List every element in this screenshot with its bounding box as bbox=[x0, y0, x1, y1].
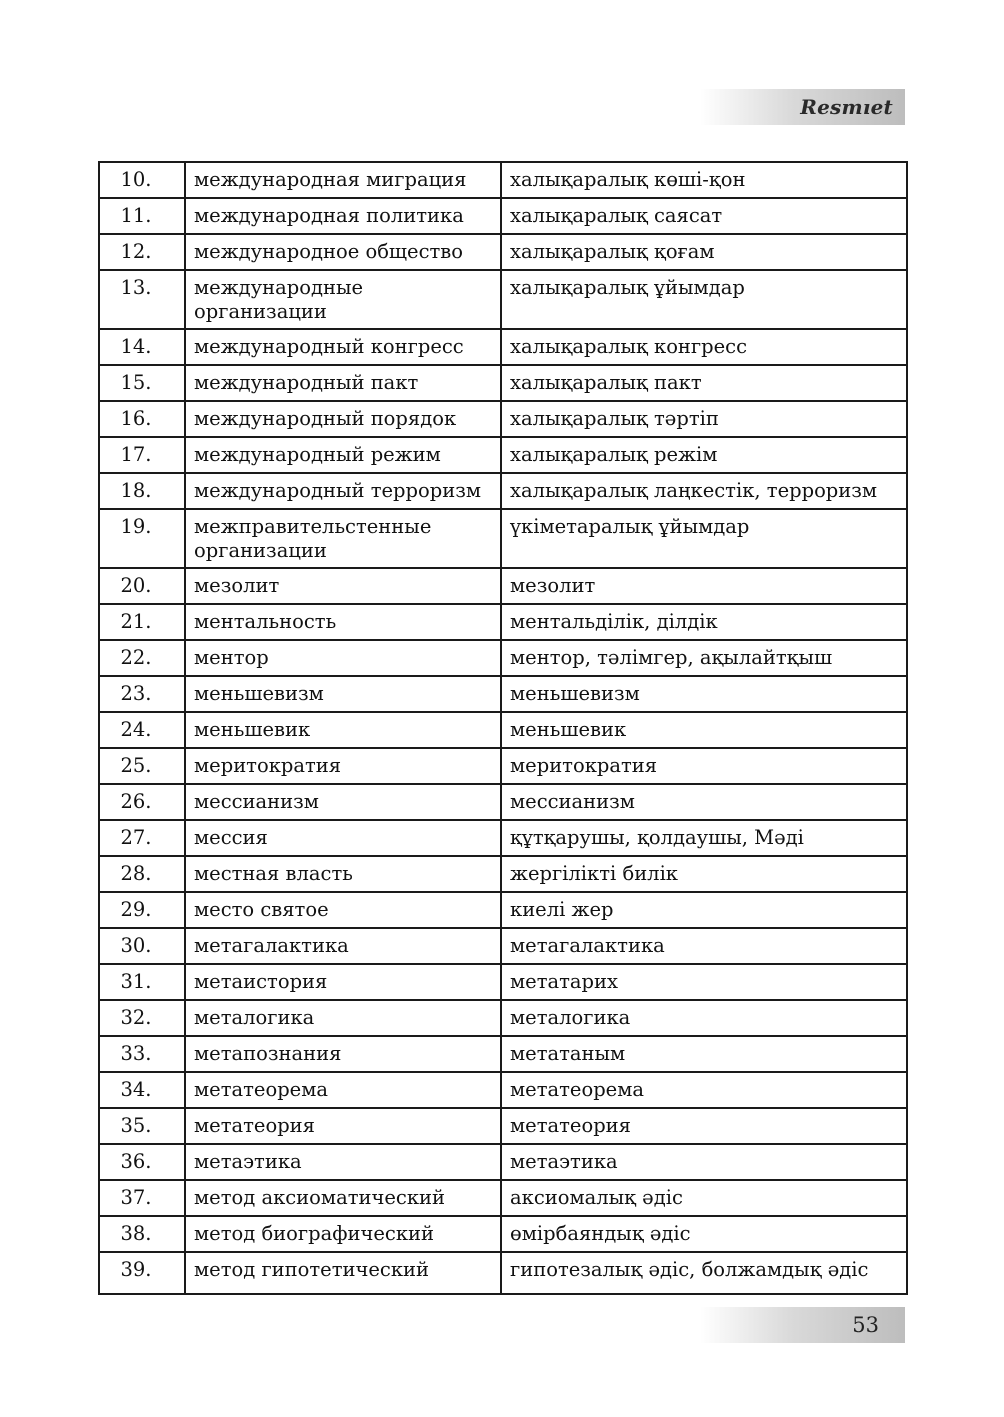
kazakh-term: метатеорема bbox=[501, 1072, 907, 1108]
row-number: 24. bbox=[99, 712, 185, 748]
table-row bbox=[99, 568, 907, 604]
table-row bbox=[99, 437, 907, 473]
russian-term: мессианизм bbox=[185, 784, 501, 820]
row-number: 36. bbox=[99, 1144, 185, 1180]
russian-term: метаистория bbox=[185, 964, 501, 1000]
russian-term: ментор bbox=[185, 640, 501, 676]
table-row bbox=[99, 329, 907, 365]
kazakh-term: халықаралық пакт bbox=[501, 365, 907, 401]
table-row bbox=[99, 892, 907, 928]
row-number: 21. bbox=[99, 604, 185, 640]
row-number: 14. bbox=[99, 329, 185, 365]
row-number: 31. bbox=[99, 964, 185, 1000]
row-number: 32. bbox=[99, 1000, 185, 1036]
table-row bbox=[99, 1180, 907, 1216]
russian-term: метапознания bbox=[185, 1036, 501, 1072]
row-number: 29. bbox=[99, 892, 185, 928]
russian-term: метатеория bbox=[185, 1108, 501, 1144]
russian-term: международный терроризм bbox=[185, 473, 501, 509]
running-header bbox=[700, 89, 905, 125]
kazakh-term: халықаралық режім bbox=[501, 437, 907, 473]
russian-term: международный пакт bbox=[185, 365, 501, 401]
row-number: 33. bbox=[99, 1036, 185, 1072]
kazakh-term: халықаралық конгресс bbox=[501, 329, 907, 365]
kazakh-term: құтқарушы, қолдаушы, Мәді bbox=[501, 820, 907, 856]
row-number: 25. bbox=[99, 748, 185, 784]
table-row bbox=[99, 784, 907, 820]
kazakh-term: халықаралық тәртіп bbox=[501, 401, 907, 437]
row-number: 22. bbox=[99, 640, 185, 676]
russian-term: метод аксиоматический bbox=[185, 1180, 501, 1216]
russian-term: меритократия bbox=[185, 748, 501, 784]
row-number: 23. bbox=[99, 676, 185, 712]
russian-term: метод биографический bbox=[185, 1216, 501, 1252]
kazakh-term: жергілікті билік bbox=[501, 856, 907, 892]
glossary-table bbox=[98, 161, 908, 1295]
row-number: 28. bbox=[99, 856, 185, 892]
russian-term: международные организации bbox=[185, 270, 501, 329]
table-row bbox=[99, 198, 907, 234]
kazakh-term: киелі жер bbox=[501, 892, 907, 928]
kazakh-term: метатеория bbox=[501, 1108, 907, 1144]
russian-term: меньшевизм bbox=[185, 676, 501, 712]
table-row bbox=[99, 1000, 907, 1036]
kazakh-term: метагалактика bbox=[501, 928, 907, 964]
kazakh-term: мезолит bbox=[501, 568, 907, 604]
table-row bbox=[99, 473, 907, 509]
row-number: 26. bbox=[99, 784, 185, 820]
page-number: 53 bbox=[852, 1313, 879, 1337]
row-number: 13. bbox=[99, 270, 185, 329]
russian-term: местная власть bbox=[185, 856, 501, 892]
row-number: 19. bbox=[99, 509, 185, 568]
table-row bbox=[99, 1108, 907, 1144]
russian-term: ментальность bbox=[185, 604, 501, 640]
kazakh-term: халықаралық ұйымдар bbox=[501, 270, 907, 329]
table-row bbox=[99, 401, 907, 437]
table-row bbox=[99, 234, 907, 270]
kazakh-term: ментор, тәлімгер, ақылайтқыш bbox=[501, 640, 907, 676]
russian-term: международное общество bbox=[185, 234, 501, 270]
kazakh-term: халықаралық көші-қон bbox=[501, 162, 907, 198]
kazakh-term: метатарих bbox=[501, 964, 907, 1000]
kazakh-term: меритократия bbox=[501, 748, 907, 784]
table-row bbox=[99, 1072, 907, 1108]
russian-term: международный порядок bbox=[185, 401, 501, 437]
row-number: 17. bbox=[99, 437, 185, 473]
glossary-table-body bbox=[99, 162, 907, 1294]
header-title: Resmıet bbox=[800, 95, 893, 119]
row-number: 39. bbox=[99, 1252, 185, 1294]
kazakh-term: метатаным bbox=[501, 1036, 907, 1072]
table-row bbox=[99, 820, 907, 856]
russian-term: металогика bbox=[185, 1000, 501, 1036]
table-row bbox=[99, 1252, 907, 1294]
table-row bbox=[99, 1036, 907, 1072]
kazakh-term: халықаралық саясат bbox=[501, 198, 907, 234]
kazakh-term: меньшевизм bbox=[501, 676, 907, 712]
kazakh-term: өмірбаяндық әдіс bbox=[501, 1216, 907, 1252]
russian-term: мезолит bbox=[185, 568, 501, 604]
kazakh-term: ментальділік, ділдік bbox=[501, 604, 907, 640]
row-number: 18. bbox=[99, 473, 185, 509]
row-number: 12. bbox=[99, 234, 185, 270]
table-row bbox=[99, 1144, 907, 1180]
table-row bbox=[99, 964, 907, 1000]
russian-term: метод гипотетический bbox=[185, 1252, 501, 1294]
table-row bbox=[99, 928, 907, 964]
table-row bbox=[99, 509, 907, 568]
running-footer bbox=[700, 1307, 905, 1343]
row-number: 38. bbox=[99, 1216, 185, 1252]
row-number: 10. bbox=[99, 162, 185, 198]
russian-term: международный режим bbox=[185, 437, 501, 473]
table-row bbox=[99, 640, 907, 676]
kazakh-term: үкіметаралық ұйымдар bbox=[501, 509, 907, 568]
kazakh-term: гипотезалық әдіс, болжамдық әдіс bbox=[501, 1252, 907, 1294]
kazakh-term: меньшевик bbox=[501, 712, 907, 748]
russian-term: метагалактика bbox=[185, 928, 501, 964]
table-row bbox=[99, 270, 907, 329]
russian-term: международный конгресс bbox=[185, 329, 501, 365]
russian-term: мессия bbox=[185, 820, 501, 856]
kazakh-term: халықаралық қоғам bbox=[501, 234, 907, 270]
row-number: 16. bbox=[99, 401, 185, 437]
russian-term: место святое bbox=[185, 892, 501, 928]
table-row bbox=[99, 676, 907, 712]
table-row bbox=[99, 162, 907, 198]
table-row bbox=[99, 604, 907, 640]
row-number: 11. bbox=[99, 198, 185, 234]
row-number: 30. bbox=[99, 928, 185, 964]
russian-term: межправительстенные организации bbox=[185, 509, 501, 568]
row-number: 27. bbox=[99, 820, 185, 856]
row-number: 35. bbox=[99, 1108, 185, 1144]
row-number: 20. bbox=[99, 568, 185, 604]
russian-term: международная политика bbox=[185, 198, 501, 234]
russian-term: меньшевик bbox=[185, 712, 501, 748]
row-number: 34. bbox=[99, 1072, 185, 1108]
kazakh-term: мессианизм bbox=[501, 784, 907, 820]
table-row bbox=[99, 712, 907, 748]
russian-term: международная миграция bbox=[185, 162, 501, 198]
russian-term: метаэтика bbox=[185, 1144, 501, 1180]
table-row bbox=[99, 365, 907, 401]
row-number: 15. bbox=[99, 365, 185, 401]
kazakh-term: аксиомалық әдіс bbox=[501, 1180, 907, 1216]
russian-term: метатеорема bbox=[185, 1072, 501, 1108]
row-number: 37. bbox=[99, 1180, 185, 1216]
kazakh-term: металогика bbox=[501, 1000, 907, 1036]
table-row bbox=[99, 1216, 907, 1252]
table-row bbox=[99, 748, 907, 784]
kazakh-term: халықаралық лаңкестік, терроризм bbox=[501, 473, 907, 509]
kazakh-term: метаэтика bbox=[501, 1144, 907, 1180]
table-row bbox=[99, 856, 907, 892]
